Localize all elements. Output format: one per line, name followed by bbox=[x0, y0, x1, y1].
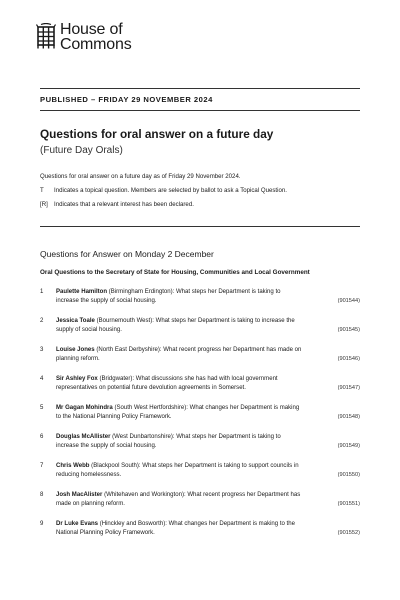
legend-symbol: [R] bbox=[40, 201, 48, 208]
legend-text: Indicates that a relevant interest has been declared. bbox=[54, 201, 194, 208]
question-item bbox=[40, 317, 360, 346]
question-number: 3 bbox=[40, 347, 44, 353]
member-name: Sir Ashley Fox bbox=[56, 376, 98, 382]
questions-list bbox=[40, 288, 360, 549]
question-text-continued: supply of social housing. bbox=[56, 326, 122, 333]
question-item bbox=[40, 491, 360, 520]
section-divider bbox=[40, 226, 360, 227]
question-text: (Bournemouth West): What steps her Department is taking to increase the bbox=[94, 318, 295, 324]
question-text: (Blackpool South): What steps her Department is taking to support councils in bbox=[89, 463, 299, 469]
question-reference: (901544) bbox=[337, 297, 360, 304]
member-name: Chris Webb bbox=[56, 463, 90, 469]
legend-text: Indicates a topical question. Members are selected by ballot to ask a Topical Question. bbox=[54, 187, 287, 194]
portcullis-icon bbox=[36, 23, 56, 49]
document-subtitle: (Future Day Orals) bbox=[40, 145, 123, 156]
question-item bbox=[40, 462, 360, 491]
legend-topical bbox=[40, 187, 287, 194]
question-text-continued: increase the supply of social housing. bbox=[56, 297, 157, 304]
member-name: Douglas McAllister bbox=[56, 434, 111, 440]
question-number: 2 bbox=[40, 318, 44, 324]
member-name: Paulette Hamilton bbox=[56, 289, 108, 295]
question-number: 9 bbox=[40, 521, 44, 527]
top-divider bbox=[40, 88, 360, 89]
question-number: 4 bbox=[40, 376, 44, 382]
question-number: 7 bbox=[40, 463, 44, 469]
member-name: Josh MacAlister bbox=[56, 492, 103, 498]
intro-text: Questions for oral answer on a future day as of Friday 29 November 2024. bbox=[40, 173, 241, 180]
logo-line-1: House of bbox=[60, 21, 123, 38]
question-reference: (901550) bbox=[337, 471, 360, 478]
question-item bbox=[40, 433, 360, 462]
question-text: (South West Hertfordshire): What changes her Department is making bbox=[112, 405, 300, 411]
logo-wordmark bbox=[60, 22, 132, 52]
question-number: 8 bbox=[40, 492, 44, 498]
member-name: Jessica Toale bbox=[56, 318, 95, 324]
question-item bbox=[40, 520, 360, 549]
question-text: (Birmingham Erdington): What steps her Department is taking to bbox=[107, 289, 281, 295]
legend-symbol: T bbox=[40, 187, 44, 194]
document-title: Questions for oral answer on a future day bbox=[40, 127, 274, 141]
department-heading: Oral Questions to the Secretary of State for Housing, Communities and Local Government bbox=[40, 269, 310, 276]
question-reference: (901548) bbox=[337, 413, 360, 420]
question-text: (Hinckley and Bosworth): What changes her Department is making to the bbox=[98, 521, 295, 527]
question-text-continued: National Planning Policy Framework. bbox=[56, 529, 155, 536]
logo-line-2: Commons bbox=[60, 36, 132, 53]
question-item bbox=[40, 404, 360, 433]
question-text-continued: planning reform. bbox=[56, 355, 100, 362]
question-text-continued: reducing homelessness. bbox=[56, 471, 122, 478]
question-reference: (901551) bbox=[337, 500, 360, 507]
question-text-continued: made on planning reform. bbox=[56, 500, 125, 507]
section-heading: Questions for Answer on Monday 2 December bbox=[40, 249, 214, 259]
question-text-continued: increase the supply of social housing. bbox=[56, 442, 157, 449]
question-reference: (901546) bbox=[337, 355, 360, 362]
question-item bbox=[40, 346, 360, 375]
question-reference: (901549) bbox=[337, 442, 360, 449]
member-name: Mr Gagan Mohindra bbox=[56, 405, 113, 411]
question-reference: (901545) bbox=[337, 326, 360, 333]
question-item bbox=[40, 375, 360, 404]
question-number: 5 bbox=[40, 405, 44, 411]
question-text-continued: representatives on potential future devolution agreements in Somerset. bbox=[56, 384, 246, 391]
question-text: (Whitehaven and Workington): What recent progress her Department has bbox=[102, 492, 301, 498]
member-name: Dr Luke Evans bbox=[56, 521, 99, 527]
question-text: (Bridgwater): What discussions she has had with local government bbox=[97, 376, 278, 382]
question-number: 1 bbox=[40, 289, 44, 295]
published-divider bbox=[40, 110, 360, 111]
question-text-continued: to the National Planning Policy Framework. bbox=[56, 413, 172, 420]
question-text: (North East Derbyshire): What recent progress her Department has made on bbox=[94, 347, 302, 353]
legend-interest bbox=[40, 201, 194, 208]
question-number: 6 bbox=[40, 434, 44, 440]
published-date: PUBLISHED – FRIDAY 29 NOVEMBER 2024 bbox=[40, 95, 213, 104]
member-name: Louise Jones bbox=[56, 347, 95, 353]
house-of-commons-logo bbox=[36, 22, 132, 52]
question-text: (West Dunbartonshire): What steps her Department is taking to bbox=[110, 434, 281, 440]
question-item bbox=[40, 288, 360, 317]
question-reference: (901547) bbox=[337, 384, 360, 391]
question-reference: (901552) bbox=[337, 529, 360, 536]
